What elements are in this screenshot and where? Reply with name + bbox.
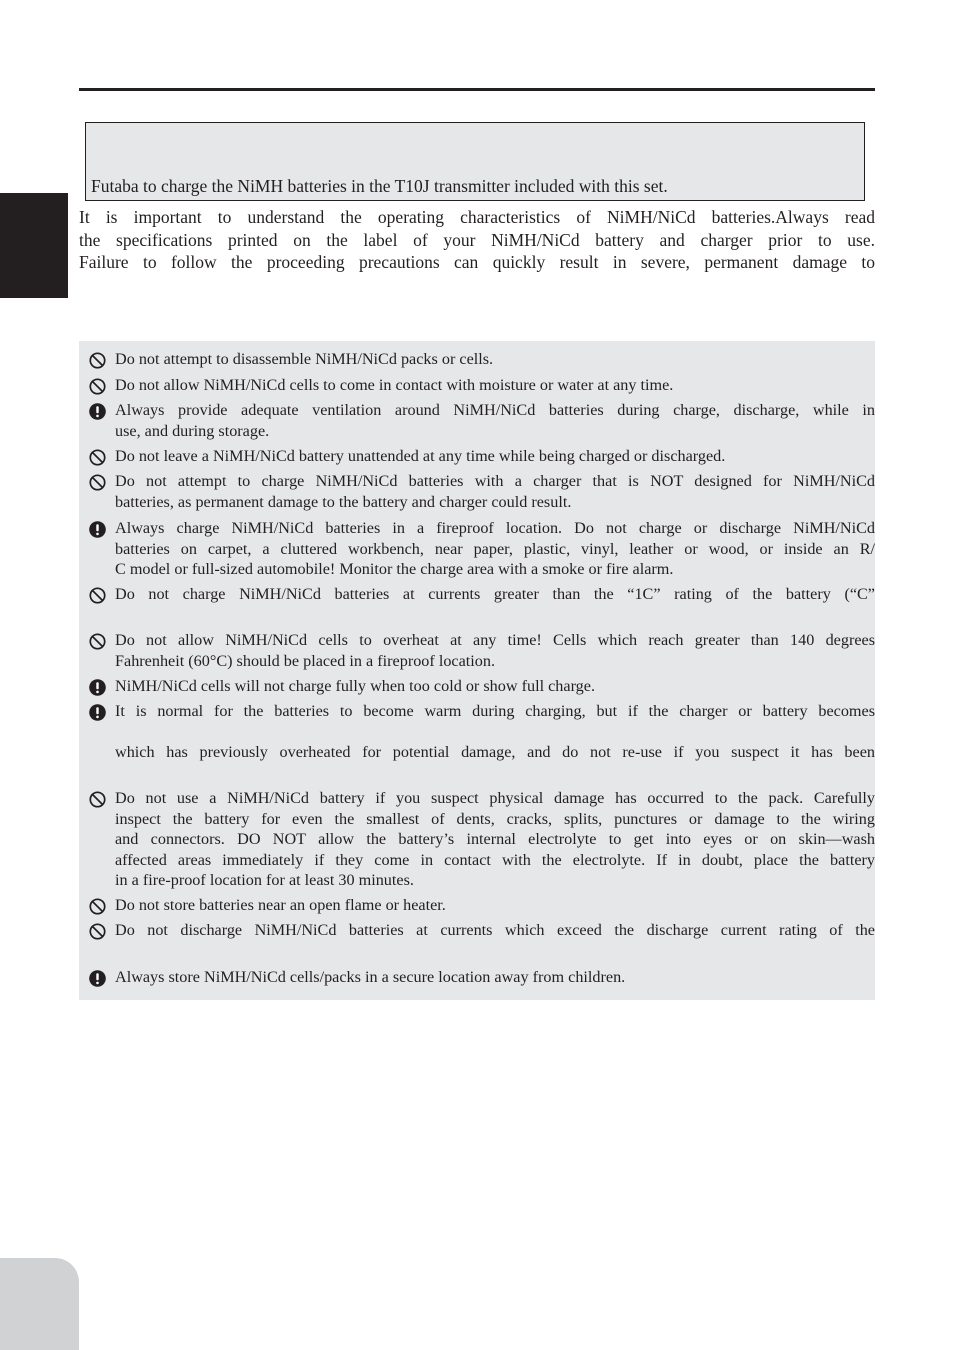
notice-box [85,122,865,201]
intro-line: the specifications printed on the label of your NiMH/NiCd battery and charger prior to use. [79,229,875,250]
precaution-text [115,630,875,671]
exclamation-icon [89,679,106,696]
precaution-text [115,920,875,941]
precaution-text [115,446,875,467]
precaution-line: C model or full-sized automobile! Monitor the charge area with a smoke or fire alarm. [115,560,674,578]
precaution-text [115,676,875,697]
precaution-line: Do not store batteries near an open flame or heater. [115,896,446,914]
precaution-line: use, and during storage. [115,421,270,440]
exclamation-icon [89,704,106,721]
precaution-text [115,471,875,512]
precaution-text [115,895,875,916]
intro-line: It is important to understand the operating characteristics of NiMH/NiCd batteries.Always read [79,207,875,227]
precaution-line: It is normal for the batteries to become warm during charging, but if the charger or battery becomes [115,702,875,720]
prohibition-icon [89,378,106,395]
prohibition-icon [89,633,106,650]
notice-text: Futaba to charge the NiMH batteries in the T10J transmitter included with this set. [91,176,668,196]
exclamation-icon [89,970,106,987]
precaution-line: which has previously overheated for potential damage, and do not re-use if you suspect it has been [115,743,875,761]
precaution-text [115,375,875,396]
prohibition-icon [89,791,106,808]
precaution-line: Do not attempt to charge NiMH/NiCd batteries with a charger that is NOT designed for NiMH/NiCd [115,472,875,490]
precautions-panel [79,341,875,1000]
precaution-line: Do not charge NiMH/NiCd batteries at currents greater than the “1C” rating of the battery (“C” [115,585,875,603]
prohibition-icon [89,474,106,491]
precaution-line: Always charge NiMH/NiCd batteries in a fireproof location. Do not charge or discharge NiMH/NiCd [115,519,875,537]
precaution-text [115,584,875,605]
precaution-line: Do not leave a NiMH/NiCd battery unattended at any time while being charged or discharged. [115,447,726,465]
precaution-text [115,518,875,580]
precaution-line: Always provide adequate ventilation around NiMH/NiCd batteries during charge, discharge, while in [115,401,875,419]
precaution-text [115,967,875,988]
precaution-line: NiMH/NiCd cells will not charge fully when too cold or show full charge. [115,677,595,695]
precaution-text [115,400,875,441]
page-number-tab [0,1258,79,1350]
exclamation-icon [89,403,106,420]
precaution-line: Do not discharge NiMH/NiCd batteries at currents which exceed the discharge current rating of the [115,921,875,939]
prohibition-icon [89,352,106,369]
prohibition-icon [89,898,106,915]
exclamation-icon [89,521,106,538]
precaution-text [115,349,875,370]
precaution-line: and connectors. DO NOT allow the battery’s internal electrolyte to get into eyes or on skin—wash [115,830,875,848]
prohibition-icon [89,923,106,940]
prohibition-icon [89,449,106,466]
header-rule [79,88,875,91]
precaution-text [115,788,875,891]
precaution-line: in a fire-proof location for at least 30 minutes. [115,871,414,889]
precaution-line: Do not attempt to disassemble NiMH/NiCd packs or cells. [115,350,494,368]
precaution-line: Do not allow NiMH/NiCd cells to come in contact with moisture or water at any time. [115,376,674,394]
precaution-line: inspect the battery for even the smallest of dents, cracks, splits, punctures or damage to the wiring [115,809,875,828]
intro-line: Failure to follow the proceeding precautions can quickly result in severe, permanent damage to [79,252,875,272]
precaution-line [115,722,875,743]
precaution-line: Do not allow NiMH/NiCd cells to overheat at any time! Cells which reach greater than 140 degrees [115,631,875,649]
prohibition-icon [89,587,106,604]
precaution-line: batteries on carpet, a cluttered workbench, near paper, plastic, vinyl, leather or wood, or inside an R/ [115,539,875,558]
precaution-line: Do not use a NiMH/NiCd battery if you suspect physical damage has occurred to the pack. Carefully [115,789,875,807]
precaution-text [115,701,875,763]
precaution-line: batteries, as permanent damage to the battery and charger could result. [115,492,572,511]
precaution-line: affected areas immediately if they come in contact with the electrolyte. If in doubt, place the battery [115,850,875,869]
intro-paragraph [79,206,875,274]
precaution-line: Always store NiMH/NiCd cells/packs in a secure location away from children. [115,968,626,986]
precaution-line: Fahrenheit (60°C) should be placed in a fireproof location. [115,651,496,670]
section-tab [0,193,68,298]
